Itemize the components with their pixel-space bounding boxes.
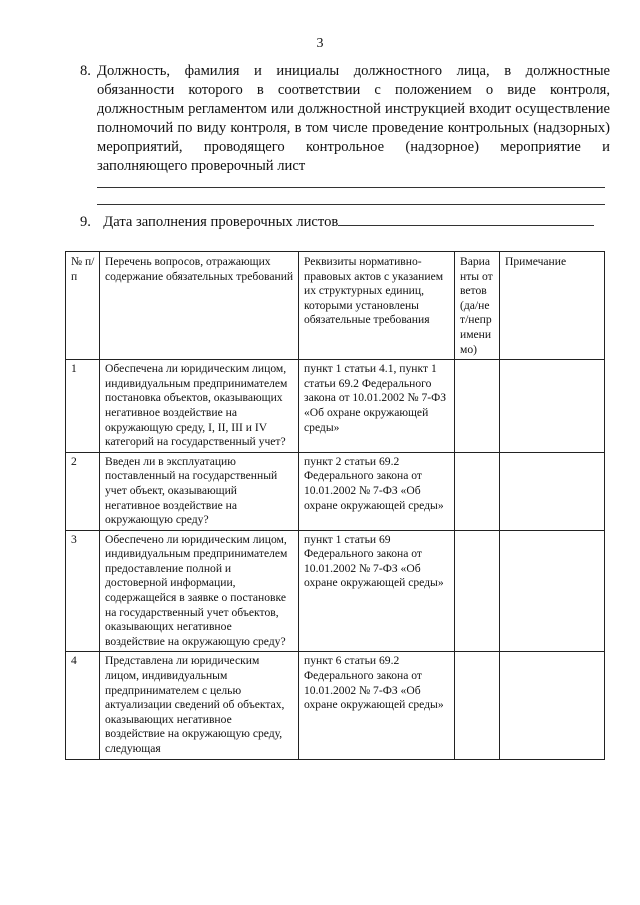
row-answer[interactable] [455,360,500,453]
row-answer[interactable] [455,452,500,530]
row-reference: пункт 2 статьи 69.2 Федерального закона от 10.01.2002 № 7-ФЗ «Об охране окружающей среды» [299,452,455,530]
row-reference: пункт 6 статьи 69.2 Федерального закона от 10.01.2002 № 7-ФЗ «Об охране окружающей среды» [299,652,455,759]
checklist-table [65,251,605,760]
row-answer[interactable] [455,530,500,652]
row-question: Введен ли в эксплуатацию поставленный на государственный учет объект, оказывающий негативное воздействие на окружающую среду? [100,452,299,530]
row-answer[interactable] [455,652,500,759]
col-header-question: Перечень вопросов, отражающих содержание обязательных требований [100,252,299,360]
item-9-number: 9. [80,214,91,230]
row-note[interactable] [500,360,605,453]
date-fill-line [338,211,594,226]
item-8 [80,62,610,176]
page-number: 3 [316,36,324,51]
row-question: Обеспечена ли юридическим лицом, индивидуальным предпринимателем постановка объектов, оказывающих негативное воздействие на окружающую среду, I, II, III и IV категорий на государственный учет? [100,360,299,453]
table-row [66,530,605,652]
table-row [66,452,605,530]
item-8-text: Должность, фамилия и инициалы должностного лица, в должностные обязанности которого в соответствии с положением о виде контроля, должностным регламентом или должностной инструкцией входит осуществление полномочий по виду контроля, в том числе проведение контрольных (надзорных) мероприятий, проводящего контрольное (надзорное) мероприятие и заполняющего проверочный лист [97,63,610,174]
row-question: Обеспечено ли юридическим лицом, индивидуальным предпринимателем предоставление полной и достоверной информации, содержащейся в заявке о постановке на государственный учет объектов, оказывающих негативное воздействие на окружающую среду? [100,530,299,652]
row-note[interactable] [500,452,605,530]
row-number: 3 [66,530,100,652]
row-number: 1 [66,360,100,453]
table-row [66,360,605,453]
col-header-answer: Варианты ответов (да/нет/неприменимо) [455,252,500,360]
row-question: Представлена ли юридическим лицом, индивидуальным предпринимателем с целью актуализации сведений об объектах, оказывающих негативное воздействие на окружающую среду, следующая [100,652,299,759]
row-note[interactable] [500,530,605,652]
row-note[interactable] [500,652,605,759]
item-9-text: Дата заполнения проверочных листов [103,214,339,230]
table-header-row [66,252,605,360]
col-header-note: Примечание [500,252,605,360]
table-row [66,652,605,759]
row-number: 4 [66,652,100,759]
col-header-number: № п/п [66,252,100,360]
item-8-fill-line-2 [97,204,605,205]
row-reference: пункт 1 статьи 69 Федерального закона от 10.01.2002 № 7-ФЗ «Об охране окружающей среды» [299,530,455,652]
row-number: 2 [66,452,100,530]
item-8-fill-line [97,187,605,188]
row-reference: пункт 1 статьи 4.1, пункт 1 статьи 69.2 Федерального закона от 10.01.2002 № 7-ФЗ «Об охране окружающей среды» [299,360,455,453]
col-header-reference: Реквизиты нормативно-правовых актов с указанием их структурных единиц, которыми установлены обязательные требования [299,252,455,360]
item-8-number: 8. [80,63,91,79]
item-9 [80,211,610,232]
